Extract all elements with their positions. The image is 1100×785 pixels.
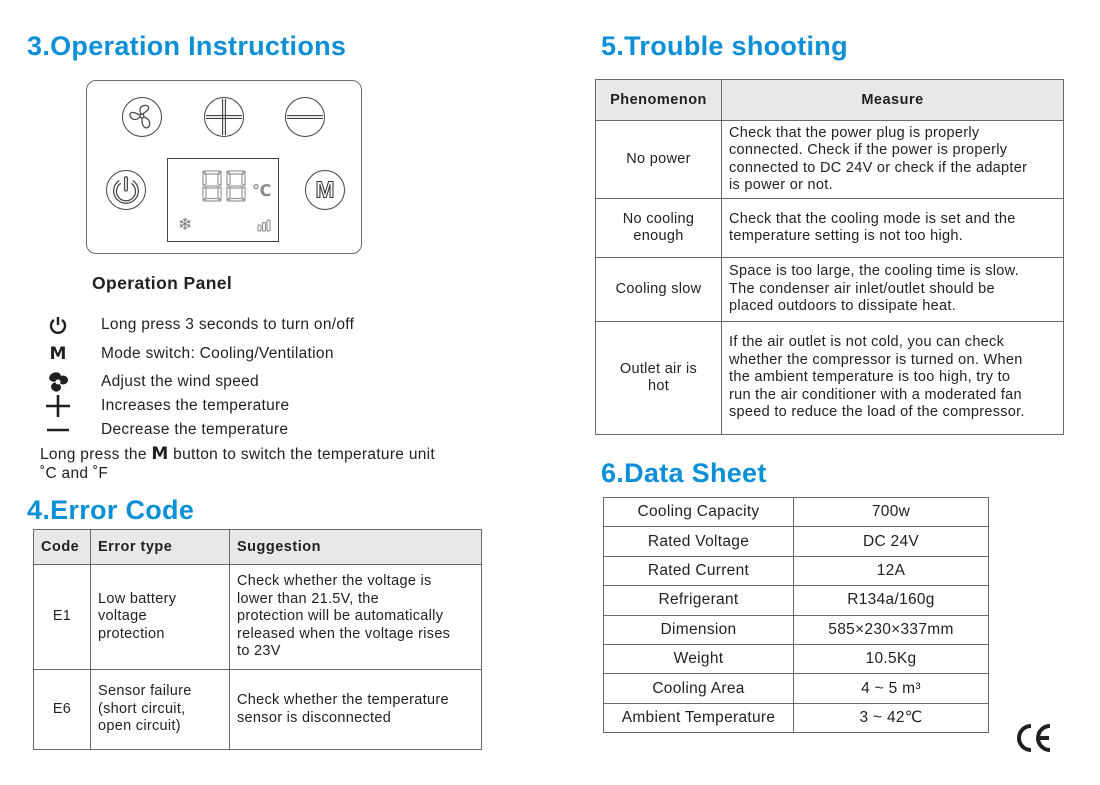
note-units: ˚C and ˚F <box>40 465 109 482</box>
spec-value: 12A <box>794 556 989 585</box>
operation-instructions-heading: 3.Operation Instructions <box>27 31 347 61</box>
minus-icon <box>40 420 76 440</box>
column-header-code: Code <box>34 530 91 565</box>
fan-icon <box>40 371 76 393</box>
spec-value: 3 ~ 42℃ <box>794 703 989 732</box>
phenomenon-cell: Outlet air is hot <box>596 322 722 435</box>
legend-text: Adjust the wind speed <box>101 373 259 390</box>
plus-icon <box>205 97 243 137</box>
phenomenon-cell: No power <box>596 121 722 199</box>
trouble-shooting-heading: 5.Trouble shooting <box>601 31 848 61</box>
phenomenon-cell: Cooling slow <box>596 258 722 322</box>
data-sheet-heading: 6.Data Sheet <box>601 458 767 488</box>
power-icon <box>107 170 145 210</box>
table-row <box>596 121 1064 199</box>
signal-bars-icon <box>257 218 271 232</box>
error-code-cell: E6 <box>34 670 91 750</box>
legend-text: Long press 3 seconds to turn on/off <box>101 316 355 333</box>
column-header-measure: Measure <box>722 80 1064 121</box>
spec-label: Dimension <box>604 615 794 644</box>
panel-mode-button <box>305 170 345 210</box>
table-row <box>604 527 989 556</box>
spec-label: Rated Voltage <box>604 527 794 556</box>
error-code-cell: E1 <box>34 565 91 670</box>
power-icon <box>40 315 76 335</box>
mode-m-icon: M <box>49 344 67 364</box>
column-header-error-type: Error type <box>91 530 230 565</box>
svg-text:M: M <box>315 176 335 203</box>
ce-mark-icon <box>1014 723 1054 753</box>
table-row <box>604 615 989 644</box>
measure-cell: Space is too large, the cooling time is slow. The condenser air inlet/outlet should be placed outdoors to dissipate heat. <box>722 258 1064 322</box>
panel-minus-button <box>285 97 325 137</box>
panel-power-button <box>106 170 146 210</box>
operation-panel-caption: Operation Panel <box>92 273 233 293</box>
error-code-heading: 4.Error Code <box>27 495 195 525</box>
spec-label: Ambient Temperature <box>604 703 794 732</box>
spec-label: Weight <box>604 644 794 673</box>
table-row <box>596 258 1064 322</box>
spec-value: R134a/160g <box>794 586 989 615</box>
table-row <box>604 703 989 732</box>
phenomenon-cell: No cooling enough <box>596 199 722 258</box>
error-type-cell: Low battery voltage protection <box>91 565 230 670</box>
suggestion-cell: Check whether the voltage is lower than 21.5V, the protection will be automatically released when the voltage rises to 23V <box>230 565 482 670</box>
spec-value: 4 ~ 5 m³ <box>794 674 989 703</box>
table-row <box>604 674 989 703</box>
table-row <box>604 644 989 673</box>
column-header-suggestion: Suggestion <box>230 530 482 565</box>
table-row <box>604 586 989 615</box>
temperature-unit-note <box>40 445 435 483</box>
panel-plus-button <box>204 97 244 137</box>
table-header-row <box>34 530 482 565</box>
spec-value: 700w <box>794 498 989 527</box>
celsius-unit-indicator: ℃ <box>252 183 272 200</box>
mode-m-icon: M <box>151 444 169 464</box>
table-row <box>34 670 482 750</box>
table-header-row <box>596 80 1064 121</box>
table-row <box>604 498 989 527</box>
snowflake-icon: ❄ <box>178 215 193 234</box>
fan-icon <box>123 97 161 137</box>
spec-label: Rated Current <box>604 556 794 585</box>
table-row <box>604 556 989 585</box>
legend-item-plus <box>40 395 290 417</box>
note-text: Long press the <box>40 446 152 463</box>
legend-text: Increases the temperature <box>101 397 290 414</box>
error-type-cell: Sensor failure (short circuit, open circuit) <box>91 670 230 750</box>
spec-label: Cooling Capacity <box>604 498 794 527</box>
measure-cell: Check that the power plug is properly connected. Check if the power is properly connected to DC 24V or check if the adapter is power or not. <box>722 121 1064 199</box>
panel-fan-button <box>122 97 162 137</box>
seven-segment-digits <box>201 169 249 203</box>
lcd-display <box>167 158 279 242</box>
plus-icon <box>40 394 76 418</box>
legend-item-power <box>40 314 355 336</box>
error-code-table <box>33 529 482 750</box>
measure-cell: If the air outlet is not cold, you can check whether the compressor is turned on. When the ambient temperature is too high, try to run the air conditioner with a moderated fan speed to reduce the load of the compressor. <box>722 322 1064 435</box>
legend-item-minus <box>40 419 289 441</box>
table-row <box>596 199 1064 258</box>
trouble-shooting-table <box>595 79 1064 435</box>
spec-value: 10.5Kg <box>794 644 989 673</box>
measure-cell: Check that the cooling mode is set and the temperature setting is not too high. <box>722 199 1064 258</box>
legend-item-fan <box>40 371 259 393</box>
note-text: button to switch the temperature unit <box>168 446 436 463</box>
spec-value: 585×230×337mm <box>794 615 989 644</box>
table-row <box>596 322 1064 435</box>
minus-icon <box>286 97 324 137</box>
legend-text: Decrease the temperature <box>101 421 289 438</box>
spec-value: DC 24V <box>794 527 989 556</box>
suggestion-cell: Check whether the temperature sensor is disconnected <box>230 670 482 750</box>
operation-panel-diagram <box>86 80 362 254</box>
legend-item-mode <box>40 343 334 365</box>
data-sheet-table <box>603 497 989 733</box>
spec-label: Refrigerant <box>604 586 794 615</box>
legend-text: Mode switch: Cooling/Ventilation <box>101 345 334 362</box>
spec-label: Cooling Area <box>604 674 794 703</box>
table-row <box>34 565 482 670</box>
column-header-phenomenon: Phenomenon <box>596 80 722 121</box>
mode-m-icon <box>306 170 344 210</box>
